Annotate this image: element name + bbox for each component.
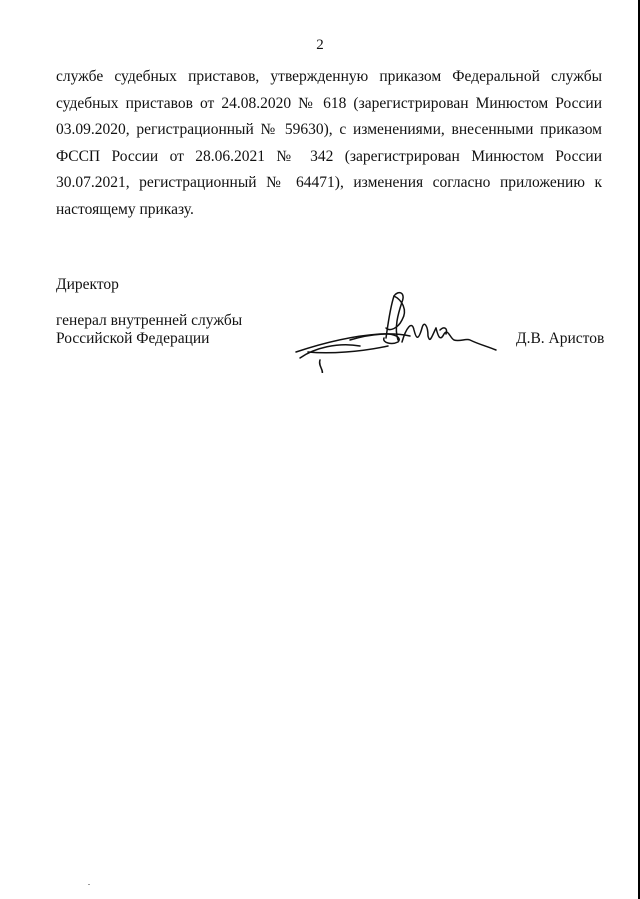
signatory-name: Д.В. Аристов: [516, 330, 605, 347]
scan-speck: [88, 884, 90, 885]
signatory-rank-line-1: генерал внутренней службы: [56, 312, 243, 329]
page-number: 2: [316, 37, 324, 53]
signatory-position: Директор: [56, 276, 119, 293]
document-paragraph: службе судебных приставов, утвержденную приказом Федеральной службы судебных приставов от 24.08.2020 № 618 (зарегистрирован Минюстом России 03.09.2020, регистрационный № 59630), с изменениями, внесенными приказом ФССП России от 28.06.2021 № 342 (зарегистрирован Минюстом России 30.07.2021, регистрационный № 64471), изменения согласно приложению к настоящему приказу.: [56, 68, 602, 218]
handwritten-signature: [290, 288, 500, 373]
signatory-rank-line-2: Российской Федерации: [56, 330, 210, 347]
